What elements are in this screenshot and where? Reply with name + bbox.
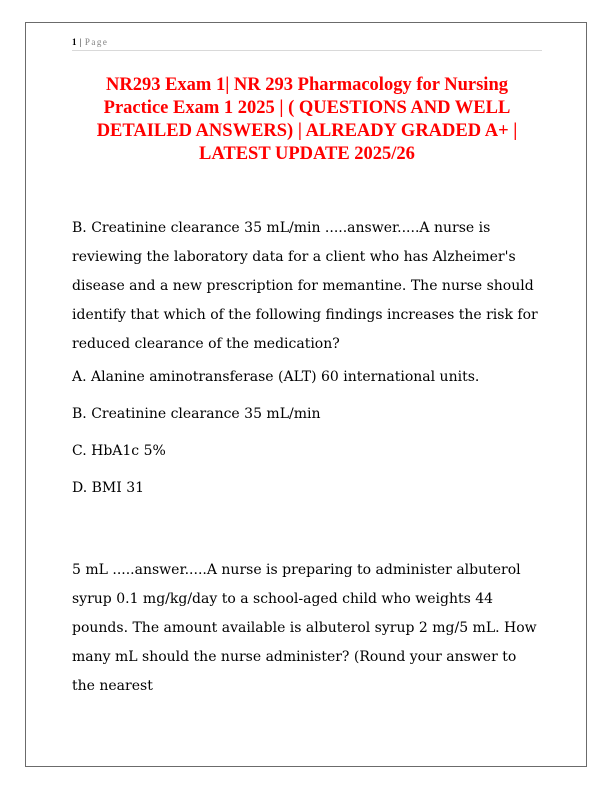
option-c: C. HbA1c 5% [72,443,166,459]
page-number: 1 [72,37,77,47]
option-b: B. Creatinine clearance 35 mL/min [72,406,321,422]
question-text: B. Creatinine clearance 35 mL/min .....answer.....A nurse is reviewing the laboratory data for a client who has Alzheimer's disease and a new prescription for memantine. The nurse should identify that which of the following findings increases the risk for reduced clearance of the medication? [72,220,538,352]
page-header [72,36,542,51]
question-block-1 [72,214,542,515]
header-separator: | [79,37,82,47]
option-d: D. BMI 31 [72,480,145,496]
page-label: Page [84,37,109,47]
option-a: A. Alanine aminotransferase (ALT) 60 international units. [72,369,480,385]
question-block-2 [72,556,542,701]
document-title: NR293 Exam 1| NR 293 Pharmacology for Nursing Practice Exam 1 2025 | ( QUESTIONS AND WELL DETAILED ANSWERS) | ALREADY GRADED A+ | LATEST UPDATE 2025/26 [96,75,518,164]
question-text: 5 mL .....answer.....A nurse is preparing to administer albuterol syrup 0.1 mg/kg/day to a school-aged child who weights 44 pounds. The amount available is albuterol syrup 2 mg/5 mL. How many mL should the nurse administer? (Round your answer to the nearest [72,562,537,694]
